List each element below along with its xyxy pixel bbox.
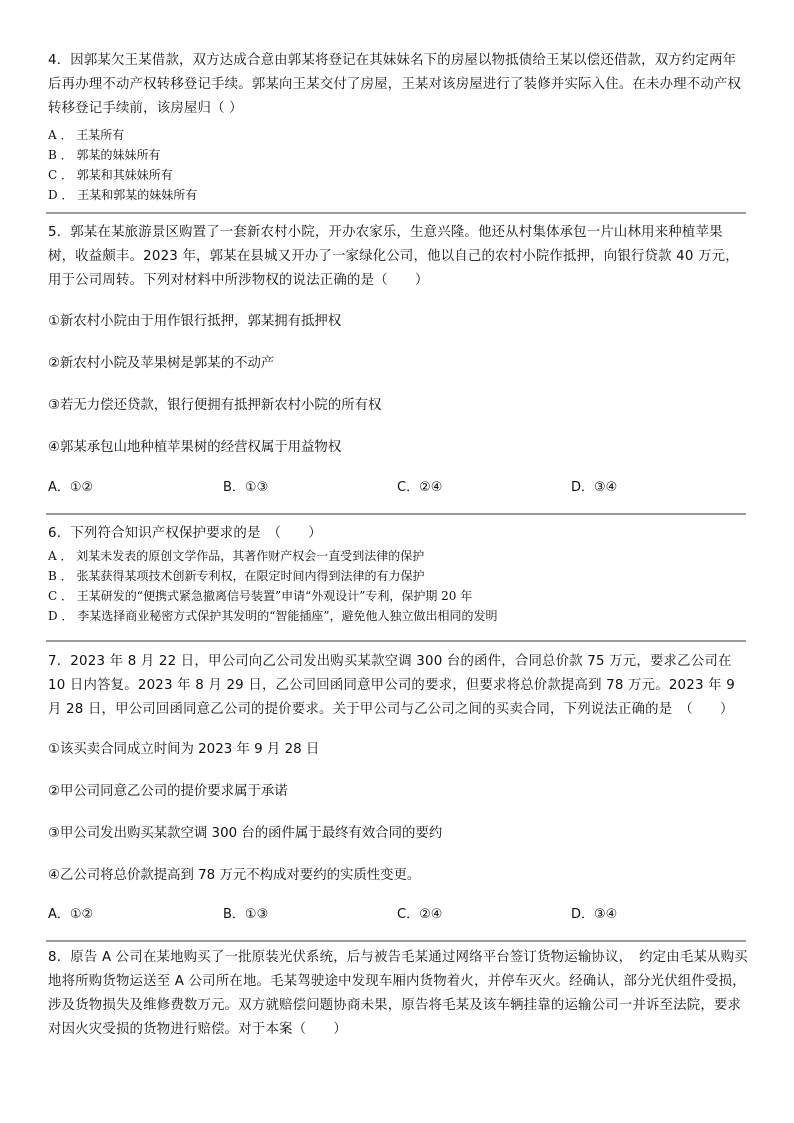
question-5-choices xyxy=(48,478,748,498)
question-8-stem: 8．原告 A 公司在某地购买了一批原装光伏系统，后与被告毛某通过网络平台签订货物运输协议， 约定由毛某从购买地将所购货物运送至 A 公司所在地。毛某驾驶途中发现车厢内货物着火，并停车灭火。经确认，部分光伏组件受损，涉及货物损失及维修费数万元。双方就赔偿问题协商未果，原告将毛某及该车辆挂靠的运输公司一并诉至法院，要求对因火灾受损的货物进行赔偿。对于本案（ ） xyxy=(48,950,748,1037)
question-7-statement-1: ①该买卖合同成立时间为 2023 年 9 月 28 日 xyxy=(48,742,320,757)
question-6-option-a: A ． 刘某未发表的原创文学作品，其著作财产权会一直受到法律的保护 xyxy=(48,549,425,563)
question-5-choice-c: C．②④ xyxy=(397,480,443,495)
question-6-option-d: D ． 李某选择商业秘密方式保护其发明的“智能插座”，避免他人独立做出相同的发明 xyxy=(48,609,498,623)
question-6 xyxy=(48,522,748,626)
question-5-choice-b: B．①③ xyxy=(223,480,269,495)
divider-q5-q6 xyxy=(46,513,746,515)
question-4-stem: 4．因郭某欠王某借款，双方达成合意由郭某将登记在其妹妹名下的房屋以物抵债给王某以偿还借款，双方约定两年后再办理不动产权转移登记手续。郭某向王某交付了房屋，王某对该房屋进行了装修并实际入住。在未办理不动产权转移登记手续前，该房屋归（ ） xyxy=(48,53,742,116)
question-7-choice-b: B．①③ xyxy=(223,907,269,922)
question-7-statement-4: ④乙公司将总价款提高到 78 万元不构成对要约的实质性变更。 xyxy=(48,868,421,883)
divider-q6-q7 xyxy=(46,640,746,642)
question-8 xyxy=(48,946,748,1042)
question-7-statement-3: ③甲公司发出购买某款空调 300 台的函件属于最终有效合同的要约 xyxy=(48,826,443,841)
question-6-stem: 6．下列符合知识产权保护要求的是 （ ） xyxy=(48,526,322,541)
question-7-choice-d: D．③④ xyxy=(571,907,618,922)
divider-q7-q8 xyxy=(46,940,746,942)
question-7 xyxy=(48,650,748,722)
question-6-option-b: B ． 张某获得某项技术创新专利权，在限定时间内得到法律的有力保护 xyxy=(48,569,425,583)
question-5-statement-2: ②新农村小院及苹果树是郭某的不动产 xyxy=(48,356,275,371)
question-4-option-b: B ． 郭某的妹妹所有 xyxy=(48,148,161,162)
question-7-choices xyxy=(48,905,748,925)
question-7-choice-a: A．①② xyxy=(48,907,94,922)
question-7-stem: 7．2023 年 8 月 22 日，甲公司向乙公司发出购买某款空调 300 台的函件，合同总价款 75 万元，要求乙公司在 10 日内答复。2023 年 8 月 29 日，乙公司回函同意甲公司的要求，但要求将总价款提高到 78 万元。2023 年 9 月 28 日，甲公司回函同意乙公司的提价要求。关于甲公司与乙公司之间的买卖合同，下列说法正确的是 （ ） xyxy=(48,654,735,717)
question-4-option-c: C ． 郭某和其妹妹所有 xyxy=(48,168,173,182)
question-5-statement-4: ④郭某承包山地种植苹果树的经营权属于用益物权 xyxy=(48,440,342,455)
question-7-choice-c: C．②④ xyxy=(397,907,443,922)
question-5-choice-d: D．③④ xyxy=(571,480,618,495)
question-5-stem: 5．郭某在某旅游景区购置了一套新农村小院，开办农家乐，生意兴隆。他还从村集体承包一片山林用来种植苹果树，收益颇丰。2023 年，郭某在县城又开办了一家绿化公司，他以自己的农村小院作抵押，向银行贷款 40 万元，用于公司周转。下列对材料中所涉物权的说法正确的是（ ） xyxy=(48,225,739,288)
question-4-option-d: D ． 王某和郭某的妹妹所有 xyxy=(48,188,198,202)
question-4 xyxy=(48,49,748,205)
question-7-statement-2: ②甲公司同意乙公司的提价要求属于承诺 xyxy=(48,784,288,799)
question-5-statement-1: ①新农村小院由于用作银行抵押，郭某拥有抵押权 xyxy=(48,314,342,329)
question-5 xyxy=(48,221,748,293)
question-5-statement-3: ③若无力偿还贷款，银行便拥有抵押新农村小院的所有权 xyxy=(48,398,382,413)
divider-q4-q5 xyxy=(46,212,746,214)
question-5-choice-a: A．①② xyxy=(48,480,94,495)
question-6-option-c: C ． 王某研发的“便携式紧急撤离信号装置”申请“外观设计”专利，保护期 20 年 xyxy=(48,589,473,603)
question-4-option-a: A ． 王某所有 xyxy=(48,128,125,142)
